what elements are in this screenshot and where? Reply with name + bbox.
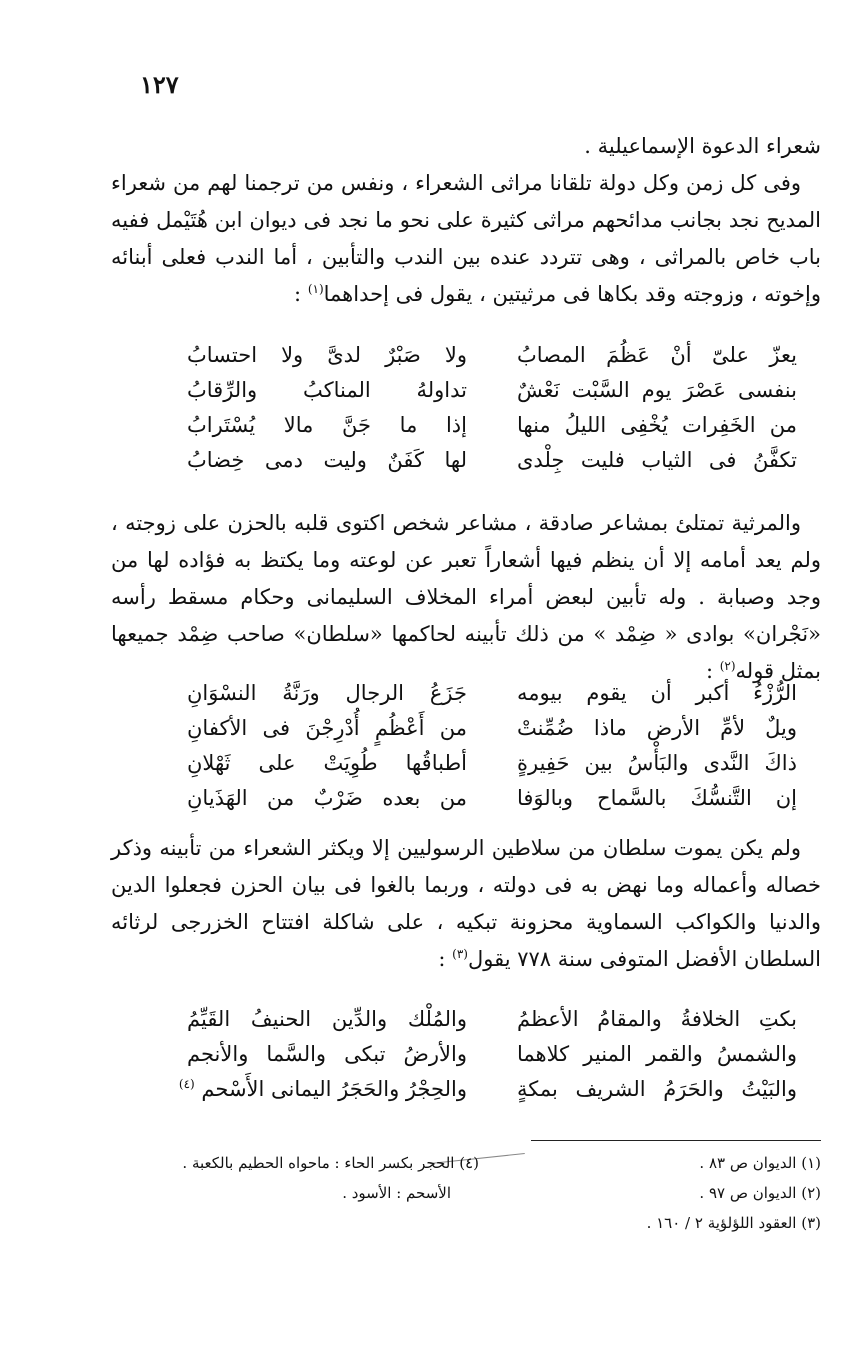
verse-first-hemistich: بكتِ الخلافةُ والمقامُ الأعظمُ [517, 1007, 797, 1031]
footnote-mark-2: (٢) [719, 659, 736, 673]
paragraph-text: ولم يكن يموت سلطان من سلاطين الرسوليين إلا ويكثر الشعراء من تأبينه وذكر خصاله وأعماله وما نهض به فى دولته ، وربما بالغوا فى بيان الحزن فجعلوا الدين والدنيا والكواكب السماوية محزونة تبكيه ، على شاكلة افتتاح الخزرجى لرثائه السلطان الأفضل المتوفى سنة ٧٧٨ يقول [111, 836, 821, 971]
footnote-mark-1: (١) [307, 282, 324, 296]
poem-afdal-elegy [178, 1002, 797, 1107]
footnote-4-continuation: الأسحم : الأسود . [342, 1184, 451, 1202]
paragraph-intro-line: شعراء الدعوة الإسماعيلية . [584, 134, 821, 158]
poem-wife-elegy [187, 338, 797, 478]
verse-line [187, 443, 797, 478]
verse-second-hemistich: من أَعْظُمٍ أُدْرِجْنَ فى الأكفانِ [187, 716, 467, 740]
verse-first-hemistich: بنفسى عَصْرَ يوم السَّبْت نَعْشٌ [517, 378, 797, 402]
verse-line [187, 781, 797, 816]
verse-first-hemistich: الرُّزْءُ أكبر أن يقوم بيومه [517, 681, 797, 705]
footnotes-right-column [647, 1148, 821, 1238]
paragraph-text: والمرثية تمتلئ بمشاعر صادقة ، مشاعر شخص اكتوى قلبه بالحزن على زوجته ، ولم يعد أمامه إلا أن ينظم فيها أشعاراً تعبر عن لوعته وما يكتظ به فؤاده لها من وجد وصبابة . وله تأبين لبعض أمراء المخلاف السليمانى وحكام مسقط رأسه «نَجْران» بوادى « ضِمْد » من ذلك تأبينه لحاكمها «سلطان» صاحب ضِمْد جميعها بمثل قوله [111, 511, 821, 683]
footnote-3: (٣) العقود اللؤلؤية ٢ / ١٦٠ . [646, 1214, 821, 1232]
paragraph-rasulid-sultans [111, 830, 821, 978]
verse-first-hemistich: والشمسُ والقمر المنير كلاهما [517, 1042, 797, 1066]
paragraph-elegies-intro [111, 165, 821, 313]
poem-sultan-elegy [187, 676, 797, 816]
verse-second-hemistich: أطباقُها طُوِيَتْ على ثَهْلانِ [187, 751, 467, 775]
verse-line [187, 373, 797, 408]
footnotes-left-column [182, 1148, 479, 1208]
verse-line [178, 1072, 797, 1107]
page-number: ١٢٧ [140, 70, 179, 99]
verse-first-hemistich: ويلٌ لأمِّ الأرض ماذا ضُمِّنتْ [517, 716, 797, 740]
paragraph-elegy-commentary [111, 505, 821, 690]
verse-first-hemistich: ذاكَ النَّدى والبَأْسُ بين حَفِيرةٍ [517, 751, 797, 775]
verse-second-hemistich: من بعده ضَرْبٌ من الهَذَيانِ [187, 786, 467, 810]
verse-line [187, 746, 797, 781]
verse-line [187, 408, 797, 443]
verse-first-hemistich: يعزّ علىّ أنْ عَظُمَ المصابُ [517, 343, 797, 367]
verse-second-hemistich: جَزَعُ الرجال ورَنَّةُ النسْوَانِ [187, 681, 467, 705]
footnote-separator [531, 1140, 821, 1141]
verse-first-hemistich: إن التَّنسُّكَ بالسَّماح وبالوَفا [517, 786, 797, 810]
verse-second-hemistich: والأرضُ تبكى والسَّما والأنجم [187, 1042, 467, 1066]
verse-second-hemistich [178, 1072, 467, 1107]
verse-line [187, 338, 797, 373]
verse-line [187, 1037, 797, 1072]
verse-first-hemistich: والبَيْتُ والحَرَمُ الشريف بمكةٍ [517, 1077, 797, 1101]
verse-line [187, 711, 797, 746]
verse-second-hemistich: لها كَفَنٌ وليت دمى خِضابُ [187, 448, 467, 472]
footnote-1: (١) الديوان ص ٨٣ . [699, 1154, 821, 1172]
footnote-mark-4: (٤) [178, 1077, 195, 1091]
verse-second-hemistich: إذا ما جَنَّ مالا يُسْتَرابُ [187, 413, 467, 437]
verse-line [187, 676, 797, 711]
paragraph-end: : [705, 659, 720, 683]
verse-line [187, 1002, 797, 1037]
paragraph-end: : [438, 947, 453, 971]
verse-second-hemistich: ولا صَبْرٌ لدىَّ ولا احتسابُ [187, 343, 467, 367]
verse-second-hemistich: والمُلْك والدِّين الحنيفُ القَيِّمُ [187, 1007, 467, 1031]
footnote-mark-3: (٣) [452, 947, 468, 961]
paragraph-end: : [294, 282, 308, 306]
verse-second-hemistich: تداولهُ المناكبُ والرِّقابُ [187, 378, 467, 402]
verse-first-hemistich: تكفَّنُ فى الثياب فليت جِلْدى [517, 448, 797, 472]
paragraph-text: وفى كل زمن وكل دولة تلقانا مراثى الشعراء ، ونفس من ترجمنا لهم من شعراء المديح نجد بجانب مدائحهم مراثى كثيرة على نحو ما نجد فى ديوان ابن هُتَيْمل ففيه باب خاص بالمراثى ، وهى تتردد عنده بين الندب والتأبين ، أما الندب فعلى أبنائه وإخوته ، وزوجته وقد بكاها فى مرثيتين ، يقول فى إحداهما [111, 171, 821, 306]
footnote-2: (٢) الديوان ص ٩٧ . [699, 1184, 821, 1202]
footnote-4: (٤) الحجر بكسر الحاء : ماحواه الحطيم بالكعبة . [182, 1154, 479, 1172]
verse-first-hemistich: من الخَفِرات يُخْفِى الليلُ منها [517, 413, 797, 437]
verse-text: والحِجْرُ والحَجَرُ اليمانى الأَسْحم [201, 1077, 467, 1101]
